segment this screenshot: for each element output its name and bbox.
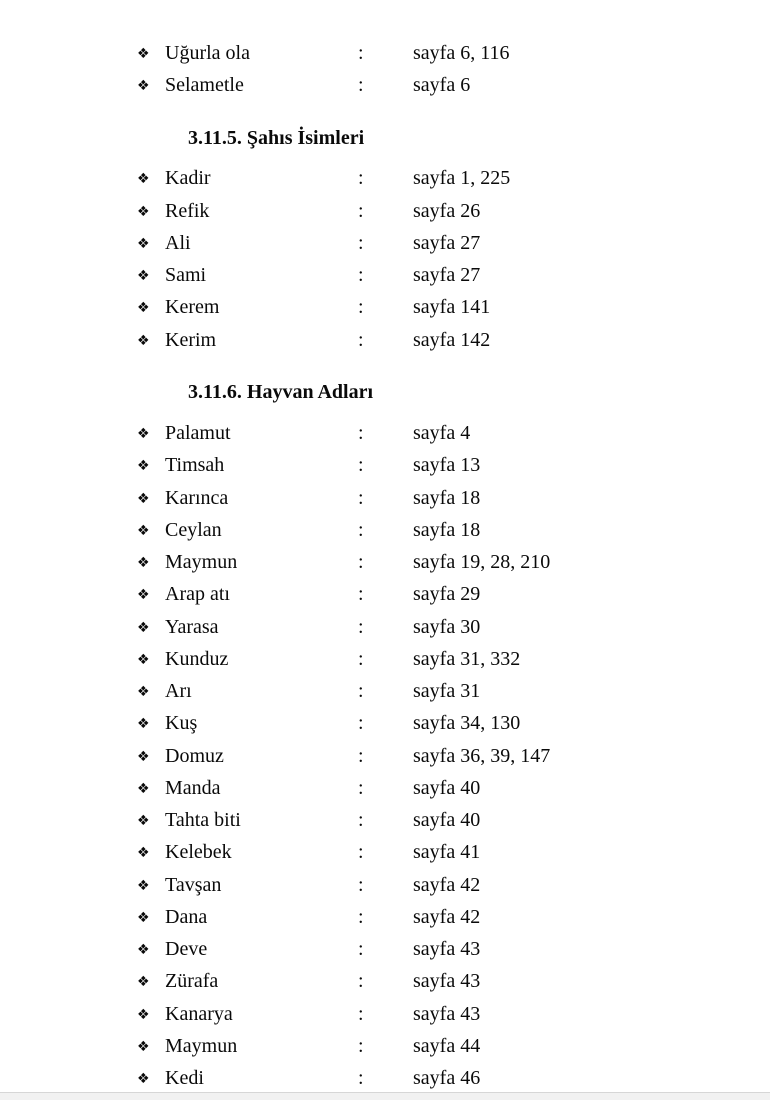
item-separator: : (358, 938, 364, 961)
item-label: Kelebek (165, 841, 232, 864)
section-heading: 3.11.6. Hayvan Adları (188, 381, 374, 404)
item-separator: : (358, 296, 364, 319)
item-pages: sayfa 40 (413, 776, 481, 799)
item-separator: : (358, 486, 364, 509)
list-bullet-icon: ❖ (137, 77, 150, 94)
list-bullet-icon: ❖ (137, 426, 150, 443)
list-item (0, 195, 770, 227)
list-item (0, 1063, 770, 1095)
list-item (0, 966, 770, 998)
item-separator: : (358, 454, 364, 477)
list-item (0, 676, 770, 708)
item-separator: : (358, 41, 364, 64)
list-bullet-icon: ❖ (137, 684, 150, 701)
item-pages: sayfa 40 (413, 809, 481, 832)
list-bullet-icon: ❖ (137, 942, 150, 959)
item-label: Ceylan (165, 518, 222, 541)
list-bullet-icon: ❖ (137, 716, 150, 733)
item-separator: : (358, 422, 364, 445)
list-item (0, 869, 770, 901)
list-bullet-icon: ❖ (137, 458, 150, 475)
item-pages: sayfa 1, 225 (413, 167, 511, 190)
item-label: Maymun (165, 551, 238, 574)
item-separator: : (358, 1002, 364, 1025)
item-separator: : (358, 712, 364, 735)
item-pages: sayfa 43 (413, 970, 481, 993)
item-pages: sayfa 42 (413, 873, 481, 896)
item-pages: sayfa 141 (413, 296, 491, 319)
item-separator: : (358, 73, 364, 96)
item-separator: : (358, 551, 364, 574)
item-pages: sayfa 36, 39, 147 (413, 744, 551, 767)
list-item (0, 547, 770, 579)
item-label: Selametle (165, 73, 244, 96)
item-label: Refik (165, 199, 210, 222)
item-separator: : (358, 328, 364, 351)
item-label: Kanarya (165, 1002, 233, 1025)
item-pages: sayfa 46 (413, 1067, 481, 1090)
item-pages: sayfa 30 (413, 615, 481, 638)
item-label: Dana (165, 905, 208, 928)
list-bullet-icon: ❖ (137, 651, 150, 668)
item-label: Kadir (165, 167, 211, 190)
item-label: Sami (165, 264, 207, 287)
item-pages: sayfa 4 (413, 422, 471, 445)
item-pages: sayfa 44 (413, 1034, 481, 1057)
list-bullet-icon: ❖ (137, 522, 150, 539)
item-label: Manda (165, 776, 221, 799)
item-pages: sayfa 31, 332 (413, 647, 521, 670)
list-bullet-icon: ❖ (137, 780, 150, 797)
item-separator: : (358, 264, 364, 287)
list-item (0, 772, 770, 804)
item-pages: sayfa 31 (413, 680, 481, 703)
list-item (0, 934, 770, 966)
list-bullet-icon: ❖ (137, 845, 150, 862)
item-separator: : (358, 647, 364, 670)
list-bullet-icon: ❖ (137, 490, 150, 507)
item-separator: : (358, 744, 364, 767)
item-label: Ali (165, 231, 191, 254)
list-item (0, 611, 770, 643)
item-label: Arı (165, 680, 192, 703)
list-bullet-icon: ❖ (137, 974, 150, 991)
item-label: Tahta biti (165, 809, 241, 832)
item-separator: : (358, 680, 364, 703)
item-separator: : (358, 199, 364, 222)
item-pages: sayfa 142 (413, 328, 491, 351)
item-pages: sayfa 6 (413, 73, 471, 96)
page-bottom-edge (0, 1092, 770, 1100)
item-separator: : (358, 970, 364, 993)
item-separator: : (358, 167, 364, 190)
item-pages: sayfa 29 (413, 583, 481, 606)
list-item (0, 579, 770, 611)
item-label: Domuz (165, 744, 224, 767)
item-label: Kerem (165, 296, 220, 319)
item-label: Kedi (165, 1067, 204, 1090)
item-separator: : (358, 518, 364, 541)
list-item (0, 482, 770, 514)
item-label: Arap atı (165, 583, 230, 606)
item-pages: sayfa 19, 28, 210 (413, 551, 551, 574)
item-separator: : (358, 583, 364, 606)
item-pages: sayfa 43 (413, 1002, 481, 1025)
item-pages: sayfa 27 (413, 231, 481, 254)
list-bullet-icon: ❖ (137, 619, 150, 636)
item-separator: : (358, 841, 364, 864)
list-bullet-icon: ❖ (137, 748, 150, 765)
list-bullet-icon: ❖ (137, 171, 150, 188)
item-label: Maymun (165, 1034, 238, 1057)
item-separator: : (358, 776, 364, 799)
item-separator: : (358, 905, 364, 928)
list-item (0, 324, 770, 356)
item-label: Deve (165, 938, 208, 961)
list-bullet-icon: ❖ (137, 587, 150, 604)
item-pages: sayfa 18 (413, 518, 481, 541)
list-item (0, 260, 770, 292)
item-label: Kunduz (165, 647, 229, 670)
list-item (0, 901, 770, 933)
list-item (0, 418, 770, 450)
item-pages: sayfa 27 (413, 264, 481, 287)
list-item (0, 514, 770, 546)
item-pages: sayfa 34, 130 (413, 712, 521, 735)
item-pages: sayfa 41 (413, 841, 481, 864)
item-pages: sayfa 43 (413, 938, 481, 961)
list-bullet-icon: ❖ (137, 332, 150, 349)
list-bullet-icon: ❖ (137, 877, 150, 894)
item-pages: sayfa 18 (413, 486, 481, 509)
item-pages: sayfa 13 (413, 454, 481, 477)
list-item (0, 740, 770, 772)
item-label: Palamut (165, 422, 231, 445)
list-item (0, 69, 770, 101)
list-item (0, 450, 770, 482)
list-bullet-icon: ❖ (137, 1071, 150, 1088)
section-heading: 3.11.5. Şahıs İsimleri (188, 126, 365, 149)
item-label: Kuş (165, 712, 198, 735)
list-item (0, 805, 770, 837)
item-pages: sayfa 42 (413, 905, 481, 928)
list-item (0, 837, 770, 869)
list-bullet-icon: ❖ (137, 300, 150, 317)
item-pages: sayfa 26 (413, 199, 481, 222)
list-bullet-icon: ❖ (137, 1006, 150, 1023)
item-label: Zürafa (165, 970, 219, 993)
item-label: Yarasa (165, 615, 219, 638)
item-separator: : (358, 809, 364, 832)
list-bullet-icon: ❖ (137, 909, 150, 926)
list-item (0, 163, 770, 195)
item-label: Kerim (165, 328, 217, 351)
item-label: Karınca (165, 486, 229, 509)
list-bullet-icon: ❖ (137, 235, 150, 252)
list-item (0, 708, 770, 740)
list-item (0, 1030, 770, 1062)
item-separator: : (358, 231, 364, 254)
list-item (0, 37, 770, 69)
index-list (0, 37, 770, 1095)
list-bullet-icon: ❖ (137, 268, 150, 285)
item-label: Tavşan (165, 873, 222, 896)
list-item (0, 227, 770, 259)
list-item (0, 998, 770, 1030)
item-separator: : (358, 1034, 364, 1057)
list-bullet-icon: ❖ (137, 555, 150, 572)
list-item (0, 292, 770, 324)
list-bullet-icon: ❖ (137, 45, 150, 62)
item-separator: : (358, 873, 364, 896)
list-bullet-icon: ❖ (137, 203, 150, 220)
item-label: Timsah (165, 454, 225, 477)
item-separator: : (358, 615, 364, 638)
item-label: Uğurla ola (165, 41, 250, 64)
list-item (0, 643, 770, 675)
item-pages: sayfa 6, 116 (413, 41, 510, 64)
list-bullet-icon: ❖ (137, 1038, 150, 1055)
list-bullet-icon: ❖ (137, 813, 150, 830)
item-separator: : (358, 1067, 364, 1090)
